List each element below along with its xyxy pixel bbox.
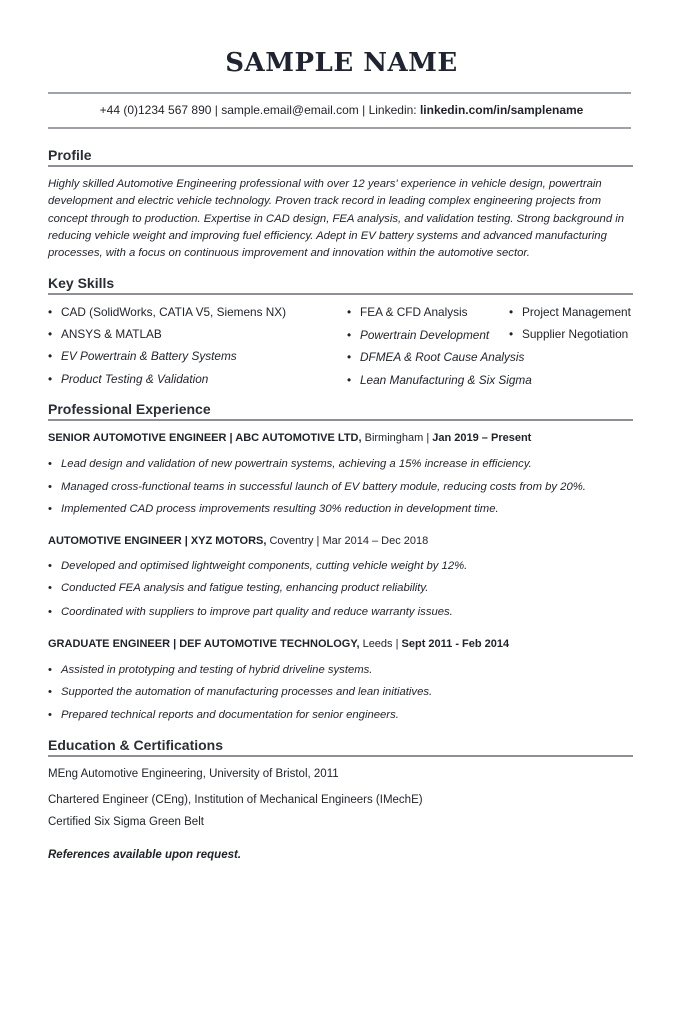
job-bullet: • Coordinated with suppliers to improve part quality and reduce warranty issues. <box>48 606 453 618</box>
skill-item: • CAD (SolidWorks, CATIA V5, Siemens NX) <box>48 305 287 319</box>
bullet-icon: • <box>48 582 52 594</box>
section-title-experience: Professional Experience <box>48 401 211 417</box>
profile-summary: Highly skilled Automotive Engineering professional with over 12 years' experience in vehicle design, powertrain development and electric vehicle technology. Proven track record in leading complex engineering projects from concept through to production. Expertise in CAD design, FEA analysis, and validation testing. Strong background in reducing vehicle weight and improving fuel efficiency. Adept in EV battery systems and advanced manufacturing processes, with a focus on continuous improvement and innovation within the automotive sector. <box>48 178 625 260</box>
section-title-education: Education & Certifications <box>48 737 224 753</box>
linkedin-label: Linkedin: <box>368 103 420 117</box>
skill-item: • Supplier Negotiation <box>509 327 629 341</box>
section-divider <box>48 419 633 421</box>
header-top-divider <box>48 92 631 94</box>
job-bullet: • Supported the automation of manufacturing processes and lean initiatives. <box>48 686 433 698</box>
bullet-icon: • <box>48 458 52 470</box>
job-bullet: • Assisted in prototyping and testing of hybrid driveline systems. <box>48 664 373 676</box>
job-dates: Sept 2011 - Feb 2014 <box>401 638 510 650</box>
job-title-company: AUTOMOTIVE ENGINEER | XYZ MOTORS, <box>48 535 267 547</box>
references-note: References available upon request. <box>48 849 242 861</box>
job-heading <box>48 638 509 650</box>
skill-item: • EV Powertrain & Battery Systems <box>48 349 237 363</box>
bullet-icon: • <box>48 481 52 493</box>
skill-item: • Product Testing & Validation <box>48 372 209 386</box>
job-bullet: • Managed cross-functional teams in successful launch of EV battery module, reducing costs from by 20%. <box>48 481 586 493</box>
skill-item: • Lean Manufacturing & Six Sigma <box>347 373 532 387</box>
section-divider <box>48 755 633 757</box>
bullet-icon: • <box>347 328 352 342</box>
bullet-icon: • <box>48 349 53 363</box>
job-location: Birmingham | <box>361 432 433 444</box>
linkedin-link[interactable]: linkedin.com/in/samplename <box>419 103 584 117</box>
bullet-icon: • <box>347 350 352 364</box>
education-item: Chartered Engineer (CEng), Institution of Mechanical Engineers (IMechE) <box>48 794 423 806</box>
bullet-icon: • <box>48 709 52 721</box>
header-bottom-divider <box>48 127 631 129</box>
job-bullet: • Prepared technical reports and documentation for senior engineers. <box>48 709 399 721</box>
bullet-icon: • <box>48 606 52 618</box>
bullet-icon: • <box>48 372 53 386</box>
contact-email[interactable]: sample.email@email.com <box>221 103 359 117</box>
skill-item: • Powertrain Development <box>347 328 490 342</box>
job-title-company: GRADUATE ENGINEER | DEF AUTOMOTIVE TECHNOLOGY, <box>48 638 360 650</box>
section-title-skills: Key Skills <box>48 275 115 291</box>
job-heading <box>48 432 531 444</box>
education-item: Certified Six Sigma Green Belt <box>48 816 204 828</box>
job-bullet: • Lead design and validation of new powertrain systems, achieving a 15% increase in efficiency. <box>48 458 532 470</box>
bullet-icon: • <box>509 305 514 319</box>
candidate-name: SAMPLE NAME <box>225 48 458 78</box>
job-bullet: • Developed and optimised lightweight components, cutting vehicle weight by 12%. <box>48 560 468 572</box>
skill-item: • DFMEA & Root Cause Analysis <box>347 350 525 364</box>
section-divider <box>48 165 633 167</box>
job-bullet: • Conducted FEA analysis and fatigue testing, enhancing product reliability. <box>48 582 429 594</box>
bullet-icon: • <box>347 305 352 319</box>
section-divider <box>48 293 633 295</box>
bullet-icon: • <box>48 686 52 698</box>
skill-item: • FEA & CFD Analysis <box>347 305 468 319</box>
contact-separator: | <box>358 103 369 117</box>
bullet-icon: • <box>48 503 52 515</box>
job-title-company: SENIOR AUTOMOTIVE ENGINEER | ABC AUTOMOTIVE LTD, <box>48 432 362 444</box>
job-location: Coventry | Mar 2014 – Dec 2018 <box>266 535 429 547</box>
job-location: Leeds | <box>359 638 402 650</box>
bullet-icon: • <box>48 664 52 676</box>
job-dates: Jan 2019 – Present <box>432 432 532 444</box>
skill-item: • ANSYS & MATLAB <box>48 327 162 341</box>
bullet-icon: • <box>347 373 352 387</box>
education-item: MEng Automotive Engineering, University of Bristol, 2011 <box>48 768 339 780</box>
section-title-profile: Profile <box>48 147 92 163</box>
bullet-icon: • <box>48 305 53 319</box>
skill-item: • Project Management <box>509 305 631 319</box>
job-heading <box>48 535 428 547</box>
contact-phone: +44 (0)1234 567 890 <box>99 103 212 117</box>
bullet-icon: • <box>48 560 52 572</box>
bullet-icon: • <box>509 327 514 341</box>
contact-line <box>0 103 683 117</box>
bullet-icon: • <box>48 327 53 341</box>
job-bullet: • Implemented CAD process improvements resulting 30% reduction in development time. <box>48 503 499 515</box>
contact-separator: | <box>211 103 222 117</box>
